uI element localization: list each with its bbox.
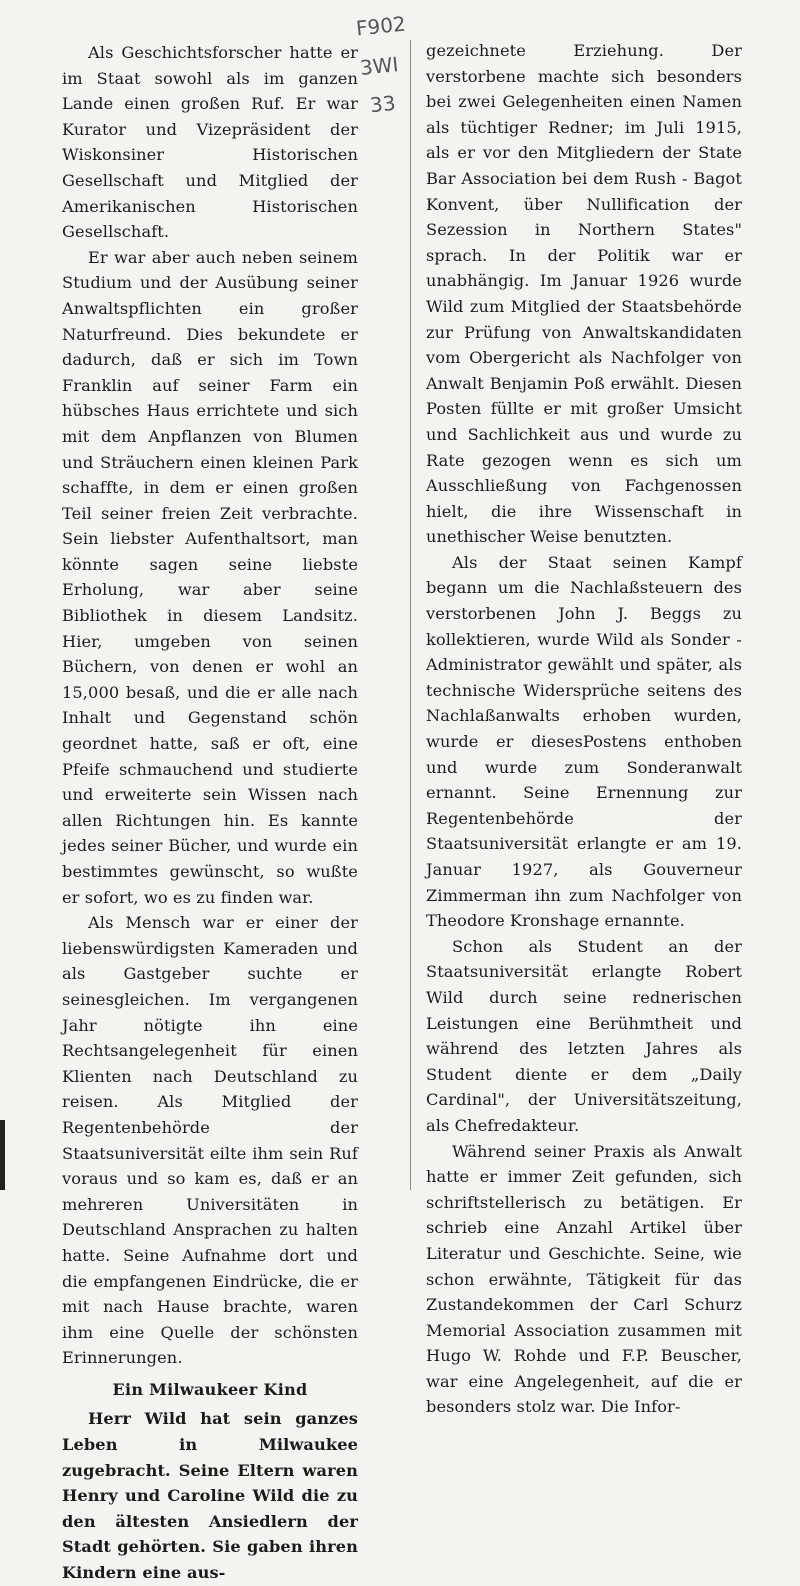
paragraph: gezeichnete Erziehung. Der verstorbene machte sich besonders bei zwei Gelegenheiten einen Namen als tüchtiger Redner; im Juli 1915, als er vor den Mitgliedern der State Bar Association bei dem Rush - Bagot Konvent, über Nullification der Sezession in Northern States" sprach. In der Politik war er unabhängig. Im Januar 1926 wurde Wild zum Mitglied der Staatsbehörde zur Prüfung von Anwaltskandidaten vom Obergericht als Nachfolger von Anwalt Benjamin Poß erwählt. Diesen Posten füllte er mit großer Umsicht und Sachlichkeit aus und wurde zu Rate gezogen wenn es sich um Ausschließung von Fachgenossen hielt, die ihre Wissenschaft in unethischer Weise benutzten. [426, 41, 742, 547]
column-divider [410, 40, 411, 1190]
handwritten-annotation-2: 3WI [358, 52, 400, 80]
paragraph: Herr Wild hat sein ganzes Leben in Milwaukee zugebracht. Seine Eltern waren Henry und Caroline Wild die zu den ältesten Ansiedlern der Stadt gehörten. Sie gaben ihren Kindern eine aus- [62, 1409, 358, 1583]
right-column [426, 38, 742, 1420]
handwritten-annotation-3: 33 [368, 90, 397, 118]
paragraph: Schon als Student an der Staatsuniversität erlangte Robert Wild durch seine rednerischen Leistungen eine Berühmtheit und während des letzten Jahres als Student diente er dem „Daily Cardinal", der Universitätszeitung, als Chefredakteur. [426, 936, 742, 1135]
paragraph: Als Geschichtsforscher hatte er im Staat sowohl als im ganzen Lande einen großen Ruf. Er war Kurator und Vizepräsident der Wiskonsiner Historischen Gesellschaft und Mitglied der Amerikanischen Historischen Gesellschaft. [62, 43, 358, 242]
paragraph: Während seiner Praxis als Anwalt hatte er immer Zeit gefunden, sich schriftstellerisch zu betätigen. Er schrieb eine Anzahl Artikel über Literatur und Geschichte. Seine, wie schon erwähnte, Tätigkeit für das Zustandekommen der Carl Schurz Memorial Association zusammen mit Hugo W. Rohde und F.P. Beuscher, war eine Angelegenheit, auf die er besonders stolz war. Die Infor- [426, 1141, 742, 1417]
left-edge-mark [0, 1120, 5, 1190]
paragraph: Als Mensch war er einer der liebenswürdigsten Kameraden und als Gastgeber suchte er seinesgleichen. Im vergangenen Jahr nötigte ihn eine Rechtsangelegenheit für einen Klienten nach Deutschland zu reisen. Als Mitglied der Regentenbehörde der Staatsuniversität eilte ihm sein Ruf voraus und so kam es, daß er an mehreren Universitäten in Deutschland Ansprachen zu halten hatte. Seine Aufnahme dort und die empfangenen Eindrücke, die er mit nach Hause brachte, waren ihm eine Quelle der schönsten Erinnerungen. [62, 913, 358, 1368]
paragraph: Als der Staat seinen Kampf begann um die Nachlaßsteuern des verstorbenen John J. Beggs zu kollektieren, wurde Wild als Sonder - Administrator gewählt und später, als technische Widersprüche seitens des Nachlaßanwalts erhoben wurden, wurde er diesesPostens enthoben und wurde zum Sonderanwalt ernannt. Seine Ernennung zur Regentenbehörde der Staatsuniversität erlangte er am 19. Januar 1927, als Gouverneur Zimmerman ihn zum Nachfolger von Theodore Kronshage ernannte. [426, 552, 742, 931]
paragraph: Er war aber auch neben seinem Studium und der Ausübung seiner Anwaltspflichten ein großer Naturfreund. Dies bekundete er dadurch, daß er sich im Town Franklin auf seiner Farm ein hübsches Haus errichtete und sich mit dem Anpflanzen von Blumen und Sträuchern einen kleinen Park schaffte, in dem er einen großen Teil seiner freien Zeit verbrachte. Sein liebster Aufenthaltsort, man könnte sagen seine liebste Erholung, war aber seine Bibliothek in diesem Landsitz. Hier, umgeben von seinen Büchern, von denen er wohl an 15,000 besaß, und die er alle nach Inhalt und Gegenstand schön geordnet hatte, saß er oft, eine Pfeife schmauchend und studierte und erweiterte sein Wissen nach allen Richtungen hin. Es kannte jedes seiner Bücher, und wurde ein bestimmtes gewünscht, so wußte er sofort, wo es zu finden war. [62, 247, 358, 907]
handwritten-annotation-1: F902 [354, 11, 407, 41]
left-column [62, 40, 358, 1586]
section-heading: Ein Milwaukeer Kind [112, 1379, 308, 1399]
